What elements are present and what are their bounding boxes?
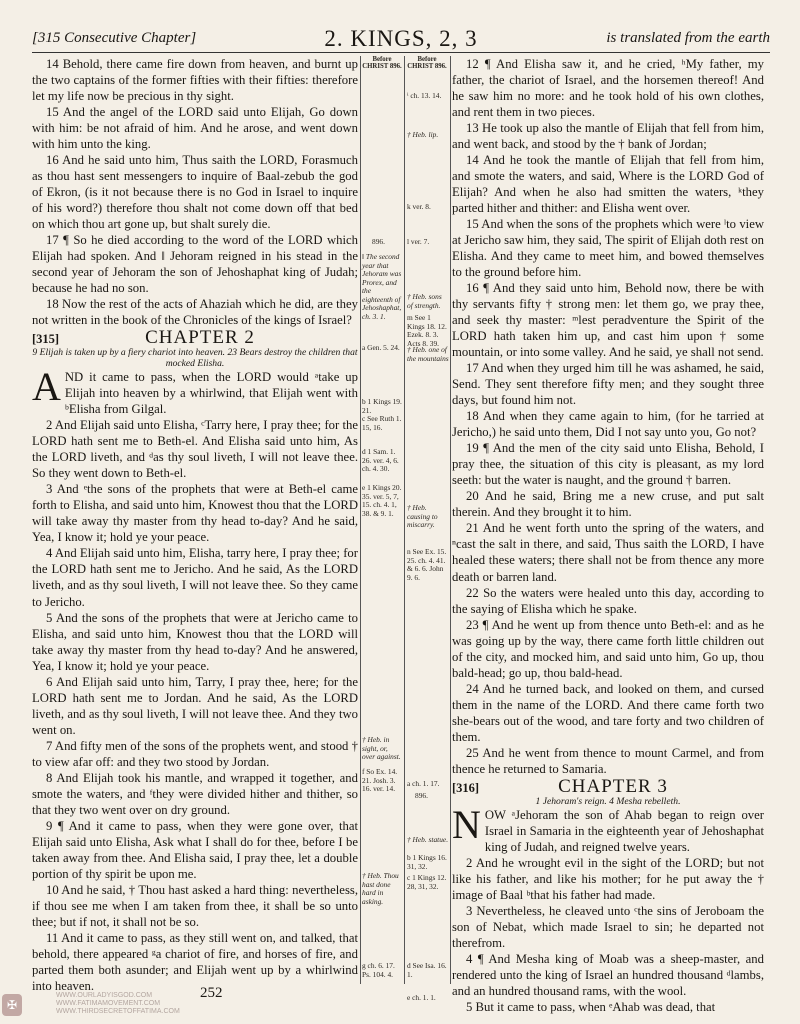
verse: 13 He took up also the mantle of Elijah that fell from him, and went back, and stood by the † bank of Jordan; [452, 121, 764, 152]
running-header [32, 26, 770, 53]
verse: 5 But it came to pass, when ᵉAhab was dead, that [466, 999, 716, 1014]
chapter-title: CHAPTER 2 [145, 327, 255, 349]
verse: 5 And the sons of the prophets that were at Jericho came to Elisha, and said unto him, Knowest thou that the LORD will take away thy master from thy head to-day? And he answered, Yea, I know it; hold ye your peace. [32, 610, 358, 673]
right-column [452, 56, 764, 1015]
footer-link[interactable]: WWW.OURLADYISGOD.COM [56, 992, 153, 999]
margin-date-header: Before CHRIST 896. [362, 56, 402, 70]
verse: AND it came to pass, when the LORD would ᵃtake up Elijah into heaven by a whirlwind, that Elijah went with ᵇElisha from Gilgal. [32, 364, 358, 417]
verse: 17 And when they urged him till he was ashamed, he said, Send. They sent therefore fifty men; and they sought three days, but found him not. [452, 361, 764, 408]
footer-link[interactable]: WWW.FATIMAMOVEMENT.COM [56, 1000, 161, 1007]
verse: NOW ᵃJehoram the son of Ahab began to reign over Israel in Samaria in the eighteenth year of Jehoshaphat king of Judah, and reigned twelve years. [452, 801, 764, 854]
cross-reference: † Heb. lip. [407, 130, 439, 139]
verse: 12 ¶ And Elisha saw it, and he cried, ʰMy father, my father, the chariot of Israel, and the horsemen thereof! And he saw him no more: and he took hold of his own clothes, and rent them in two pieces. [452, 57, 764, 120]
verse: 7 And fifty men of the sons of the prophets went, and stood † to view afar off: and they two stood by Jordan. [32, 738, 358, 769]
chapter-heading [32, 327, 358, 349]
verse: 14 And he took the mantle of Elijah that fell from him, and smote the waters, and said, Where is the LORD God of Elijah? And when he also had smitten the waters, ᵏthey parted hither and thither: and Elisha went over. [452, 153, 764, 216]
consecutive-chapter: [315 Consecutive Chapter] [32, 30, 197, 46]
cross-reference: b 1 Kings 19. 21. [362, 397, 402, 415]
cross-reference: † Heb. one of the mountains [407, 345, 449, 363]
cross-reference: e ch. 1. 1. [407, 993, 436, 1002]
cross-reference: b 1 Kings 16. 31, 32. [407, 853, 447, 871]
cross-reference: † Heb. sons of strength. [407, 292, 442, 310]
margin-date: 896. [372, 237, 385, 246]
cross-reference: c 1 Kings 12. 28, 31, 32. [407, 873, 447, 891]
seal-icon: ✠ [2, 994, 22, 1016]
verse: 4 ¶ And Mesha king of Moab was a sheep-master, and rendered unto the king of Israel an hundred thousand ᵈlambs, and an hundred thousand rams, with the wool. [452, 951, 764, 998]
verse: 3 And ᵉthe sons of the prophets that were at Beth-el came forth to Elisha, and said unto him, Knowest thou that the LORD will take away thy master from thy head to-day? And he said, Yea, I know it; hold ye your peace. [32, 482, 358, 545]
cross-reference: † Heb. statue. [407, 835, 449, 844]
cross-reference: ⁱ ch. 13. 14. [407, 91, 442, 100]
cross-reference: ‖ The second year that Jehoram was Prorex, and the eighteenth of Jehoshaphat, ch. 3. 1. [362, 252, 402, 321]
verse: 10 And he said, † Thou hast asked a hard thing: nevertheless, if thou see me when I am taken from thee, it shall be so unto thee; but if not, it shall not be so. [32, 882, 358, 929]
cross-reference: f So Ex. 14. 21. Josh. 3. 16. ver. 14. [362, 767, 398, 793]
chapter-title: CHAPTER 3 [558, 775, 668, 797]
verse: 11 And it came to pass, as they still went on, and talked, that behold, there appeared ᵍa chariot of fire, and horses of fire, and parted them both asunder; and Elijah went up by a whirlwind into heaven. [32, 930, 358, 993]
cross-reference: l ver. 7. [407, 237, 430, 246]
verse: 18 And when they came again to him, (for he tarried at Jericho,) he said unto them, Did I not say unto you, Go not? [452, 409, 764, 440]
margin-date: 896. [415, 791, 428, 800]
cross-reference: † Heb. in sight, or, over against. [362, 735, 401, 761]
verse: 3 Nevertheless, he cleaved unto ᶜthe sins of Jeroboam the son of Nebat, which made Israel to sin; he departed not therefrom. [452, 903, 764, 950]
drop-cap: A [32, 364, 61, 410]
verse: 6 And Elijah said unto him, Tarry, I pray thee, here; for the LORD hath sent me to Jordan. And he said, As the LORD liveth, and as thy soul liveth, I will not leave thee. And they two went on. [32, 674, 358, 737]
verse: 22 So the waters were healed unto this day, according to the saying of Elisha which he spake. [452, 585, 764, 616]
column-rule [404, 56, 405, 984]
verse: 17 ¶ So he died according to the word of the LORD which Elijah had spoken. And ‖ Jehoram reigned in his stead in the second year of Jehoram the son of Jehoshaphat king of Judah; because he had no son. [32, 233, 358, 296]
verse: 2 And Elijah said unto Elisha, ᶜTarry here, I pray thee; for the LORD hath sent me to Beth-el. And Elisha said unto him, As the LORD liveth, and ᵈas thy soul liveth, I will not leave thee. So they went down to Beth-el. [32, 418, 358, 481]
cross-reference: d 1 Sam. 1. 26. ver. 4, 6. ch. 4. 30. [362, 447, 399, 473]
cross-reference: e 1 Kings 20. 35. ver. 5, 7, 15. ch. 4. 1, 38. & 9. 1. [362, 483, 402, 518]
cross-reference: m See 1 Kings 18. 12. Ezek. 8. 3. Acts 8. 39. [407, 313, 447, 348]
cross-reference: d See Isa. 16. 1. [407, 961, 447, 979]
verse: 14 Behold, there came fire down from heaven, and burnt up the two captains of the former fifties with their fifties: therefore let my life now be precious in thy sight. [32, 57, 358, 104]
chapter-summary: 9 Elijah is taken up by a fiery chariot into heaven. 23 Bears destroy the children that mocked Elisha. [32, 347, 358, 370]
verse: 4 And Elijah said unto him, Elisha, tarry here, I pray thee; for the LORD hath sent me to Jericho. And he said, As the LORD liveth, and as thy soul liveth, I will not leave thee. So they came to Jericho. [32, 546, 358, 609]
cross-reference: † Heb. Thou hast done hard in asking. [362, 871, 399, 906]
verse: 23 ¶ And he went up from thence unto Beth-el: and as he was going up by the way, there came forth little children out of the city, and mocked him, and said unto him, Go up, thou bald-head; go up, thou bald-head. [452, 617, 764, 680]
verse: 18 Now the rest of the acts of Ahaziah which he did, are they not written in the book of the Chronicles of the kings of Israel? [32, 297, 358, 328]
page-number: 252 [200, 985, 223, 1001]
footer-links [30, 992, 206, 1016]
cross-reference: n See Ex. 15. 25. ch. 4. 41. & 6. 6. John 9. 6. [407, 547, 447, 582]
chapter-summary: 1 Jehoram's reign. 4 Mesha rebelleth. [535, 795, 681, 807]
verse: 15 And the angel of the LORD said unto Elijah, Go down with him: be not afraid of him. And he arose, and went down with him unto the king. [32, 105, 358, 152]
cross-reference: c See Ruth 1. 15, 16. [362, 414, 402, 432]
cross-reference: g ch. 6. 17. Ps. 104. 4. [362, 961, 395, 979]
left-column [32, 56, 358, 994]
column-rule [360, 56, 361, 984]
footer-link[interactable]: WWW.THIRDSECRETOFFATIMA.COM [56, 1008, 180, 1015]
cross-reference: k ver. 8. [407, 202, 431, 211]
cross-reference: a Gen. 5. 24. [362, 343, 400, 352]
verse: 9 ¶ And it came to pass, when they were gone over, that Elijah said unto Elisha, Ask what I shall do for thee, before I be taken away from thee. And Elisha said, I pray thee, let a double portion of thy spirit be upon me. [32, 818, 358, 881]
drop-cap: N [452, 801, 481, 847]
verse: 2 And he wrought evil in the sight of the LORD; but not like his father, and like his mother; for he put away the † image of Baal ᵇthat his father had made. [452, 855, 764, 902]
book-title: 2. KINGS, 2, 3 [324, 26, 478, 51]
column-rule [450, 56, 451, 984]
verse: 8 And Elijah took his mantle, and wrapped it together, and smote the waters, and ᶠthey were divided hither and thither, so that they two went over on dry ground. [32, 770, 358, 817]
verse: 16 And he said unto him, Thus saith the LORD, Forasmuch as thou hast sent messengers to inquire of Baal-zebub the god of Ekron, (is it not because there is no God in Israel to inquire of his word?) therefore thou shalt not come down off that bed on which thou art gone up, but shalt surely die. [32, 153, 358, 232]
verse: 25 And he went from thence to mount Carmel, and from thence he returned to Samaria. [452, 745, 764, 776]
chapter-number: [316] [452, 780, 480, 795]
header-catchphrase: is translated from the earth [606, 30, 770, 46]
chapter-heading [452, 775, 764, 797]
cross-reference: a ch. 1. 17. [407, 779, 440, 788]
verse: 20 And he said, Bring me a new cruse, and put salt therein. And they brought it to him. [452, 489, 764, 520]
verse: 21 And he went forth unto the spring of the waters, and ⁿcast the salt in there, and said, Thus saith the LORD, I have healed these waters; there shall not be from thence any more death or barren land. [452, 521, 764, 584]
verse: 15 And when the sons of the prophets which were ˡto view at Jericho saw him, they said, The spirit of Elijah doth rest on Elisha. And they came to meet him, and bowed themselves to the ground before him. [452, 217, 764, 280]
chapter-number: [315] [32, 332, 60, 347]
cross-reference: † Heb. causing to miscarry. [407, 503, 438, 529]
center-margin [360, 56, 450, 1002]
margin-date-header: Before CHRIST 896. [407, 56, 447, 70]
verse: 24 And he turned back, and looked on them, and cursed them in the name of the LORD. And there came forth two she-bears out of the wood, and tare forty and two children of them. [452, 681, 764, 744]
verse: 19 ¶ And the men of the city said unto Elisha, Behold, I pray thee, the situation of this city is pleasant, as my lord seeth: but the water is naught, and the ground † barren. [452, 441, 764, 488]
verse: 16 ¶ And they said unto him, Behold now, there be with thy servants fifty † strong men: let them go, we pray thee, and seek thy master: ᵐlest peradventure the Spirit of the LORD hath taken him up, and cast him upon † some mountain, or into some valley. And he said, ye shall not send. [452, 281, 764, 360]
